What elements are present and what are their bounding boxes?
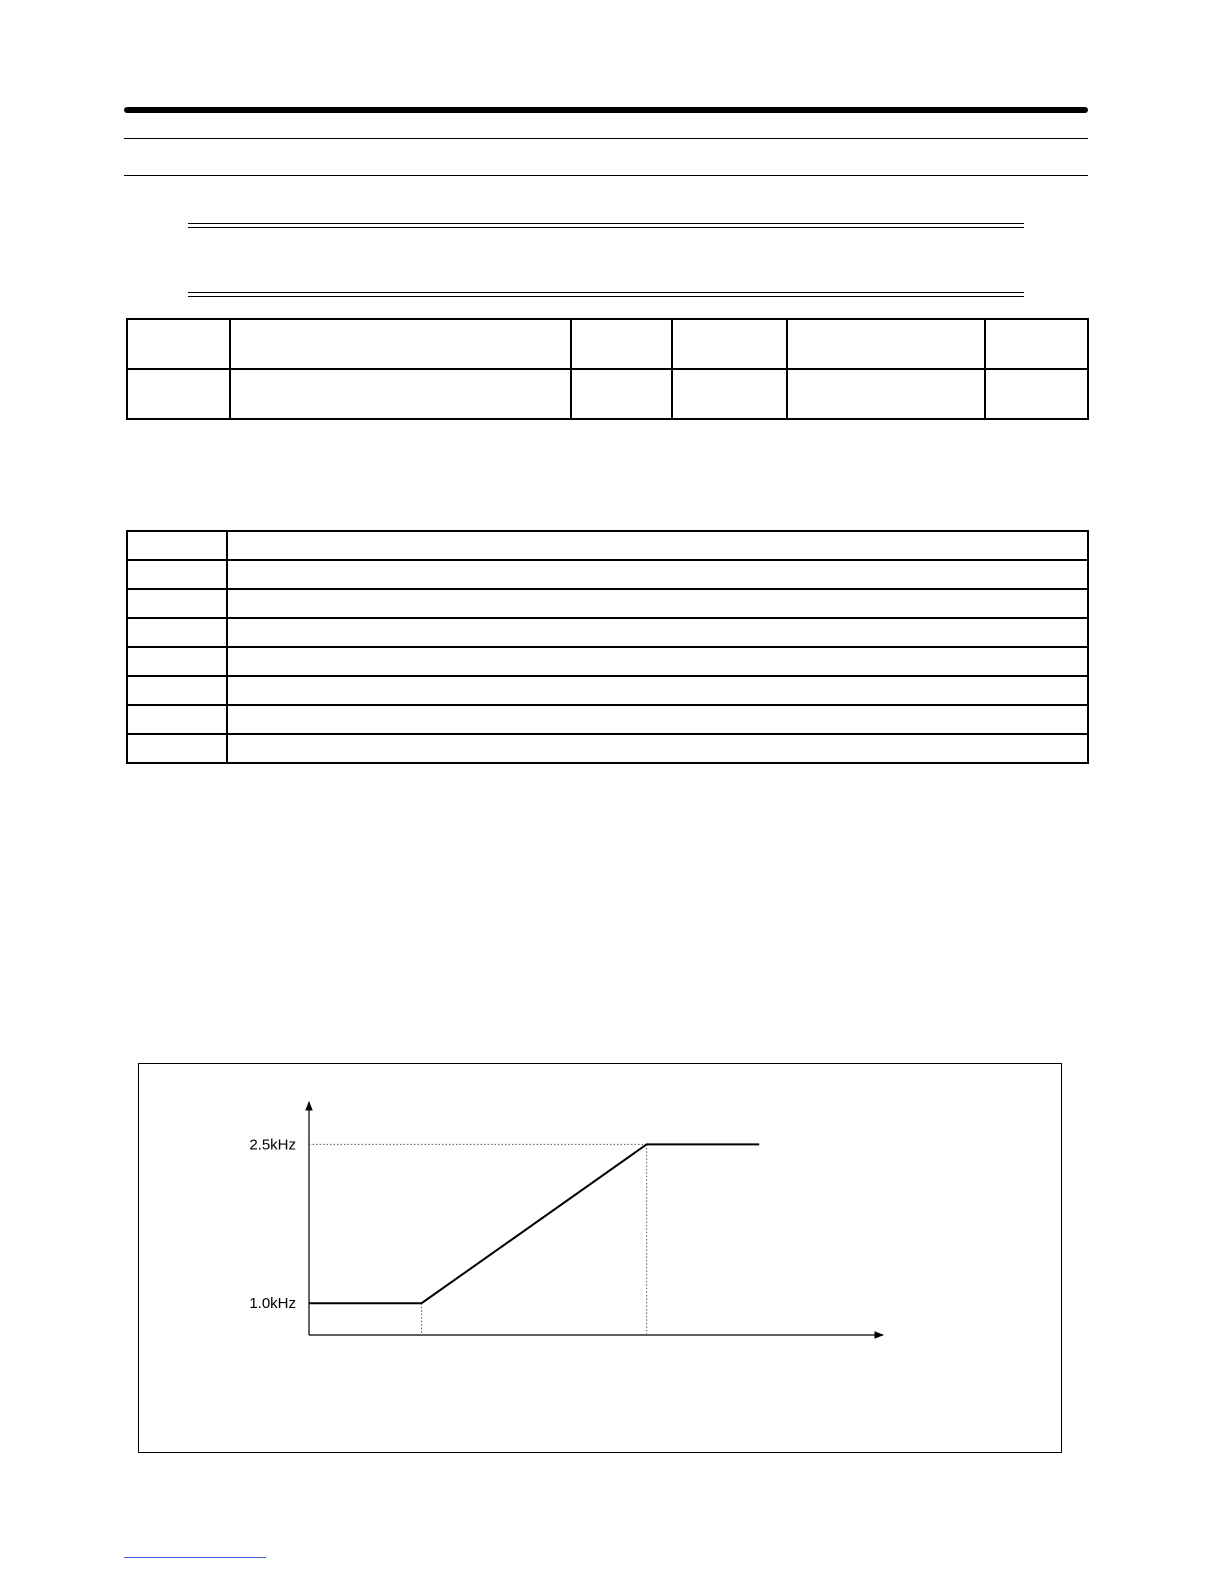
- y-tick-label: 2.5kHz: [249, 1136, 296, 1154]
- y-tick-label: 1.0kHz: [249, 1295, 296, 1313]
- footer-link-underline[interactable]: [124, 1557, 266, 1558]
- series-line-carrier-frequency: [309, 1144, 759, 1303]
- reference-lines: [309, 1144, 647, 1335]
